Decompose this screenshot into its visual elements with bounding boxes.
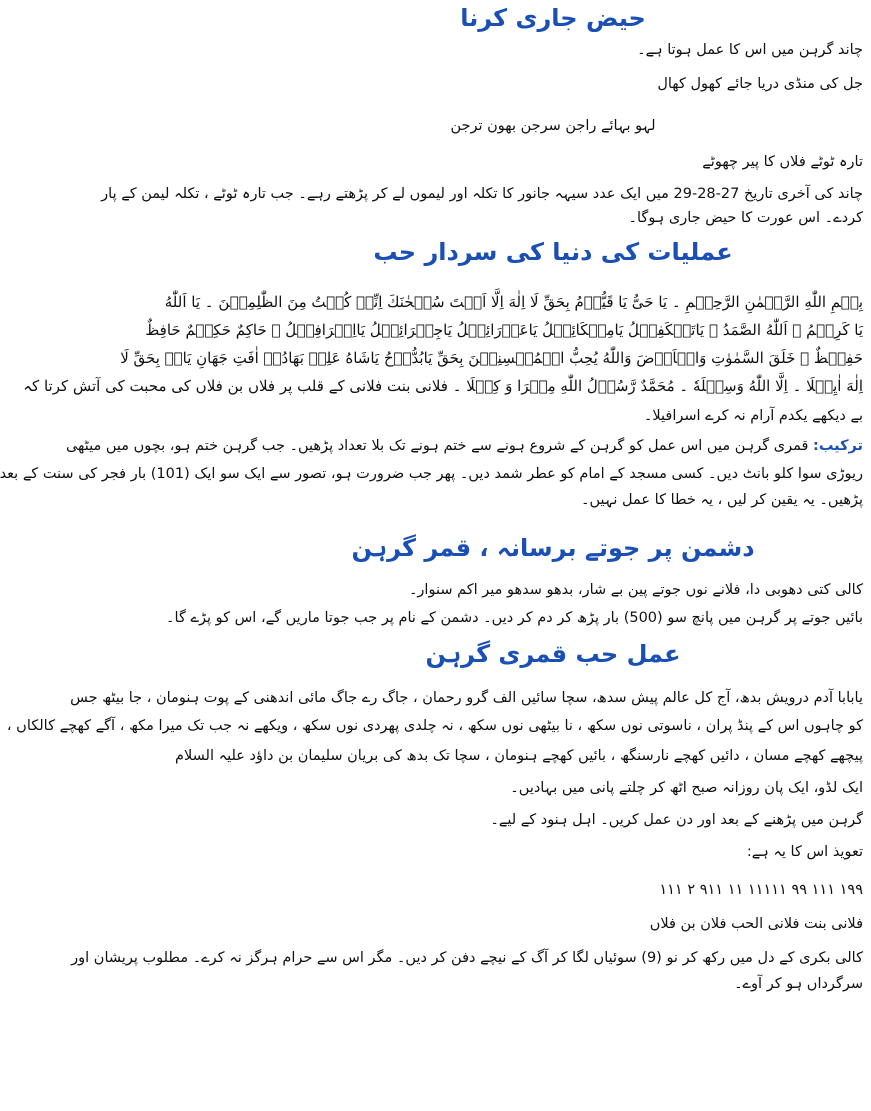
- text-line: ایک لڈو، ایک پان روزانہ صبح اٹھ کر چلتے پانی میں بہادیں۔: [510, 780, 863, 796]
- arabic-line: یَا كَرِیۡمُ ۔ اَللّٰهُ الصَّمَدُ ۔ یَاتَنۡكَفِیۡلُ یَامِیۡكَائِیۡلُ یَاعَزۡرَائِیۡلُ یَاجِبۡرَائِیۡلُ یَااِسۡرَافِیۡلُ ۔ حَاكِمٌ حَكِیۡمٌ حَافِظٌ: [145, 321, 863, 339]
- arabic-line: بِسۡمِ اللّٰهِ الرَّحۡمٰنِ الرَّحِیۡمِ ۔ یَا حَیُّ یَا قَیُّوۡمُ بِحَقِّ لَا اِلٰهَ اِلَّا اَنۡتَ سُبۡحٰنَكَ اِنِّیۡ كُنۡتُ مِنَ الظّٰلِمِیۡنَ ۔ یَا اَللّٰهُ: [164, 293, 863, 311]
- text-line: تعویذ اس کا یہ ہے:: [746, 844, 863, 860]
- text-line: کردے۔ اس عورت کا حیض جاری ہوگا۔: [628, 210, 863, 226]
- text-line: فلانی بنت فلانی الحب فلان بن فلاں: [649, 916, 863, 932]
- tarkeeb-line: [65, 434, 863, 458]
- text-line: بائیں جوتے پر گرہن میں پانچ سو (500) بار پڑھ کر دم کر دیں۔ دشمن کے نام پر جب جوتا ماریں گے، اس کو پڑے گا۔: [166, 610, 863, 626]
- tarkeeb-text: قمری گرہن میں اس عمل کو گرہن کے شروع ہونے سے ختم ہونے تک بلا تعداد پڑھیں۔ جب گرہن ختم ہو، بچوں میں میٹھی: [65, 438, 809, 454]
- section-title-hub: عمل حب قمری گرہن: [425, 640, 681, 668]
- text-line: یابابا آدم درویش بدھ، آج کل عالم پیش سدھ، سچا سائیں الف گرو رحمان ، جاگ رے جاگ مائی اندھنی کے پوت ہنومان ، جا بیٹھ جس: [70, 690, 863, 706]
- text-line: کالی بکری کے دل میں رکھ کر نو (9) سوئیاں لگا کر آگ کے نیچے دفن کر دیں۔ مگر اس سے حرام ہرگز نہ کرے۔ مطلوب پریشان اور: [71, 950, 863, 966]
- text-line: سرگرداں ہو کر آوے۔: [734, 976, 863, 992]
- text-line: ریوڑی سوا کلو بانٹ دیں۔ کسی مسجد کے امام کو عطر شمد دیں۔ پھر جب ضرورت ہو، تصور سے ایک سو ایک (101) بار فجر کی سنت کے بعد: [0, 466, 863, 482]
- arabic-line: اِلٰهَ اٰیِیۡلَا ۔ اِلَّا اللّٰهُ وَسِیۡلَهٗ ۔ مُحَمَّدٌ رَّسُوۡلُ اللّٰهِ مِیۡرَا وَ كِیۡلَا ۔ فلانی بنت فلانی کے قلب پر فلاں بن فلاں کی محبت کی آتش کرتا کہ: [23, 377, 863, 395]
- arabic-line: حَفِیۡظٌ ۔ خَلَقَ السَّمٰوٰتِ وَالۡاَرۡضَ وَاللّٰهُ یُحِبُّ الۡمُحۡسِنِیۡنَ بِحَقِّ یَابُدُّوۡحُ یَاشَاهُ عَلِیۡ بَهَادُرۡ اٰفَتِ جَهَانِ یَارۡ بِحَقِّ لَا: [120, 349, 863, 367]
- text-line: تارہ ٹوٹے فلاں کا پیر چھوٹے: [702, 154, 863, 170]
- text-line: لہو بہائے راجن سرجن بھون ترجن: [450, 118, 656, 134]
- text-line: جل کی منڈی دریا جائے کھول کھال: [657, 76, 863, 92]
- text-line: چاند گرہن میں اس کا عمل ہوتا ہے۔: [637, 42, 863, 58]
- text-line: کالی کتی دھوبی دا، فلانے نوں جوتے پین بے شار، بدھو سدھو میر اکم سنوار۔: [408, 582, 863, 598]
- section-title-dushman: دشمن پر جوتے برسانہ ، قمر گرہن: [351, 534, 755, 562]
- text-line: گرہن میں پڑھنے کے بعد اور دن عمل کریں۔ اہل ہنود کے لیے۔: [490, 812, 863, 828]
- taweez-numbers: ۱۹۹ ۱۱۱ ۹۹ ۱۱۱۱۱ ۱۱ ۹۱۱ ۲ ۱۱۱: [659, 882, 863, 898]
- text-line: چاند کی آخری تاریخ 27-28-29 میں ایک عدد سیہہ جانور کا تکلہ اور لیموں لے کر پڑھتے رہے۔ جب تارہ ٹوٹے ، تکلہ لیمن کے پار: [101, 186, 863, 202]
- section-title-haiz: حیض جاری کرنا: [460, 4, 646, 32]
- tarkeeb-label: ترکیب:: [813, 438, 863, 454]
- section-title-amliyat: عملیات کی دنیا کی سردار حب: [373, 238, 733, 266]
- text-line: کو چاہوں اس کے پنڈ پران ، ناسوتی نوں سکھ ، نا بیٹھی نوں سکھ ، نہ چلدی پھردی نوں سکھ ، ویکھے نہ جب تک میرا مکھ ، آگے کھچے کالکاں ،: [6, 718, 863, 734]
- text-line: پڑھیں۔ یہ یقین کر لیں ، یہ خطا کا عمل نہیں۔: [581, 492, 863, 508]
- text-line: پیچھے کھچے مسان ، دائیں کھچے نارسنگھ ، بائیں کھچے ہنومان ، سچا تک بدھ کی بریان سلیمان بن داؤد علیہ السلام: [174, 748, 863, 764]
- text-line: بے دیکھے یکدم آرام نہ کرے اسرافیلا۔: [643, 408, 863, 424]
